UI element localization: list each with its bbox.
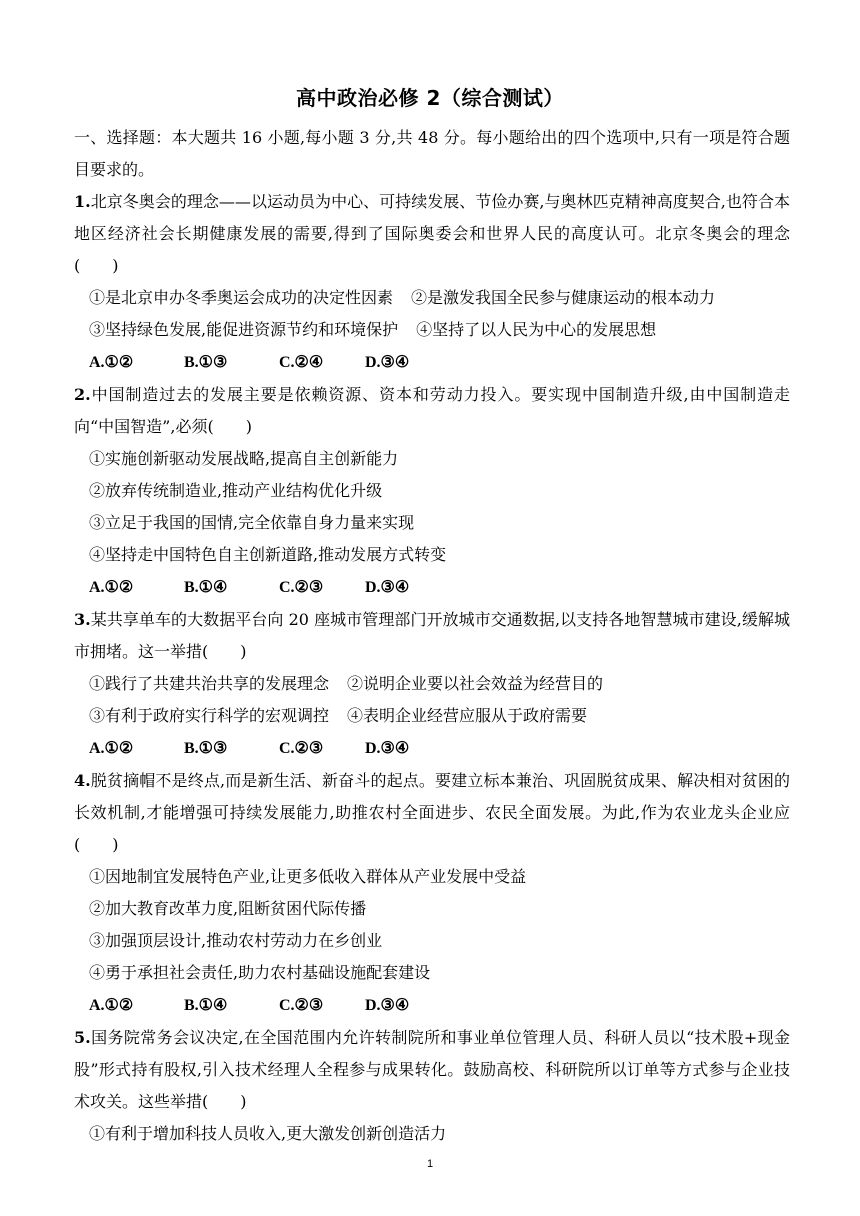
answer-choice: A.①② <box>89 579 134 596</box>
answer-choice: C.②③ <box>279 997 324 1014</box>
question-number: 5. <box>74 1028 91 1047</box>
question-stem <box>74 186 790 282</box>
answer-choice: C.②④ <box>279 354 324 371</box>
answer-choice: B.①④ <box>184 579 228 596</box>
question-text: 脱贫摘帽不是终点,而是新生活、新奋斗的起点。要建立标本兼治、巩固脱贫成果、解决相对贫困的长效机制,才能增强可持续发展能力,助推农村全面进步、农民全面发展。为此,作为农业龙头企业应( ) <box>74 771 790 854</box>
option-line <box>74 475 790 507</box>
option-statement: ③坚持绿色发展,能促进资源节约和环境保护 <box>89 320 399 339</box>
question-stem <box>74 765 790 861</box>
option-line <box>74 861 790 893</box>
option-statement: ②加大教育改革力度,阻断贫困代际传播 <box>89 899 367 918</box>
page-title: 高中政治必修 2（综合测试） <box>296 86 564 110</box>
question-list <box>74 122 790 1150</box>
option-statement: ④坚持走中国特色自主创新道路,推动发展方式转变 <box>89 545 447 564</box>
answer-choice: D.③④ <box>365 997 410 1014</box>
option-line <box>74 443 790 475</box>
answer-choice: C.②③ <box>279 740 324 757</box>
option-statement: ②放弃传统制造业,推动产业结构优化升级 <box>89 481 383 500</box>
answer-choice: A.①② <box>89 997 134 1014</box>
option-statement: ④勇于承担社会责任,助力农村基础设施配套建设 <box>89 963 431 982</box>
answer-choice: A.①② <box>89 354 134 371</box>
option-line <box>74 957 790 989</box>
option-line <box>74 314 790 346</box>
answer-choice: D.③④ <box>365 354 410 371</box>
question-text: 北京冬奥会的理念——以运动员为中心、可持续发展、节俭办赛,与奥林匹克精神高度契合,也符合本地区经济社会长期健康发展的需要,得到了国际奥委会和世界人民的高度认可。北京冬奥会的理念( ) <box>74 192 790 275</box>
answer-choice: B.①③ <box>184 740 228 757</box>
answer-choices <box>74 732 790 765</box>
answer-choices <box>74 571 790 604</box>
answer-choice: A.①② <box>89 740 134 757</box>
question-number: 2. <box>74 385 91 404</box>
option-statement: ③立足于我国的国情,完全依靠自身力量来实现 <box>89 513 415 532</box>
option-statement: ①是北京申办冬季奥运会成功的决定性因素 <box>89 288 394 307</box>
page-number: 1 <box>426 1158 434 1170</box>
option-statement: ①实施创新驱动发展战略,提高自主创新能力 <box>89 449 399 468</box>
option-statement: ④表明企业经营应服从于政府需要 <box>347 706 588 725</box>
answer-choice: D.③④ <box>365 740 410 757</box>
answer-choice: B.①④ <box>184 997 228 1014</box>
answer-choices <box>74 989 790 1022</box>
option-statement: ③有利于政府实行科学的宏观调控 <box>89 706 330 725</box>
option-statement: ③加强顶层设计,推动农村劳动力在乡创业 <box>89 931 383 950</box>
option-line <box>74 925 790 957</box>
option-line <box>74 700 790 732</box>
option-statement: ①有利于增加科技人员收入,更大激发创新创造活力 <box>89 1124 447 1143</box>
question-number: 3. <box>74 610 91 629</box>
option-line <box>74 507 790 539</box>
question-text: 某共享单车的大数据平台向 20 座城市管理部门开放城市交通数据,以支持各地智慧城市建设,缓解城市拥堵。这一举措( ) <box>74 610 790 661</box>
question-text: 中国制造过去的发展主要是依赖资源、资本和劳动力投入。要实现中国制造升级,由中国制造走向“中国智造”,必须( ) <box>74 385 790 436</box>
question-text: 国务院常务会议决定,在全国范围内允许转制院所和事业单位管理人员、科研人员以“技术股+现金股”形式持有股权,引入技术经理人全程参与成果转化。鼓励高校、科研院所以订单等方式参与企业技术攻关。这些举措( ) <box>74 1028 790 1111</box>
question-number: 4. <box>74 771 91 790</box>
option-line <box>74 893 790 925</box>
question-stem <box>74 604 790 668</box>
question-stem <box>74 1022 790 1118</box>
option-line <box>74 539 790 571</box>
option-statement: ②说明企业要以社会效益为经营目的 <box>347 674 604 693</box>
question-number: 1. <box>74 192 91 211</box>
answer-choice: B.①③ <box>184 354 228 371</box>
option-line <box>74 668 790 700</box>
option-line <box>74 282 790 314</box>
answer-choice: C.②③ <box>279 579 324 596</box>
option-line <box>74 1118 790 1150</box>
option-statement: ①践行了共建共治共享的发展理念 <box>89 674 330 693</box>
option-statement: ①因地制宜发展特色产业,让更多低收入群体从产业发展中受益 <box>89 867 527 886</box>
answer-choices <box>74 346 790 379</box>
question-stem <box>74 379 790 443</box>
option-statement: ④坚持了以人民为中心的发展思想 <box>416 320 657 339</box>
option-statement: ②是激发我国全民参与健康运动的根本动力 <box>411 288 716 307</box>
section-intro: 一、选择题：本大题共 16 小题,每小题 3 分,共 48 分。每小题给出的四个选项中,只有一项是符合题目要求的。 <box>74 128 790 179</box>
answer-choice: D.③④ <box>365 579 410 596</box>
